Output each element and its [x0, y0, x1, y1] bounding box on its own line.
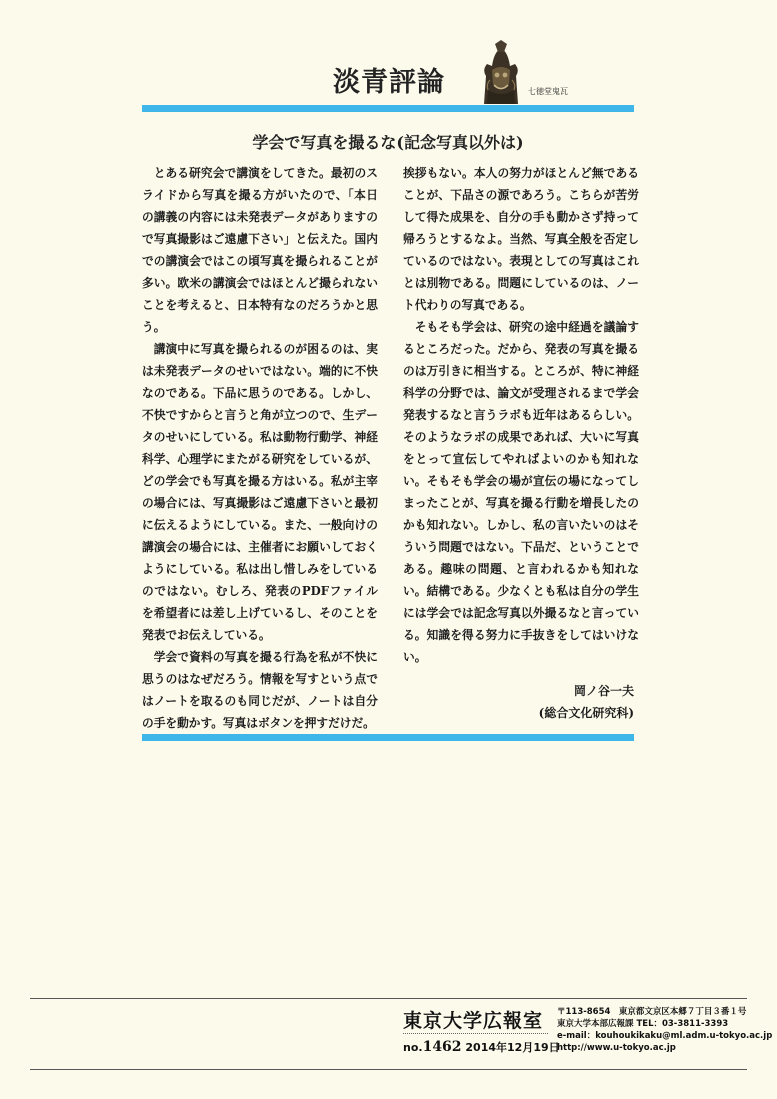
issue-prefix: no. [403, 1041, 423, 1054]
bottom-accent-bar [142, 734, 634, 741]
issue-number: 1462 [422, 1039, 462, 1055]
website-link[interactable]: http://www.u-tokyo.ac.jp [557, 1043, 676, 1053]
footer-rule-top [30, 998, 747, 999]
top-accent-bar [142, 105, 634, 112]
paragraph: 学会で資料の写真を撮る行為を私が不快に思うのはなぜだろう。情報を写すという点ではノートを取るのも同じだが、ノートは自分の手を動かす。写真はボタンを押すだけだ。 [142, 650, 378, 730]
footer-dotted-divider [403, 1033, 548, 1034]
author-name: 岡ノ谷一夫 [573, 684, 634, 698]
issue-date: 2014年12月19日 [465, 1041, 560, 1054]
contact-block [557, 1006, 772, 1054]
ornament-caption: 七徳堂鬼瓦 [528, 87, 568, 96]
article-column-right [403, 162, 639, 668]
column-title: 淡青評論 [333, 67, 445, 98]
department-phone: 東京大学本部広報課 TEL：03-3811-3393 [557, 1019, 729, 1029]
email-address[interactable]: e-mail：kouhoukikaku@ml.adm.u-tokyo.ac.jp [557, 1031, 773, 1041]
article-column-left [142, 162, 378, 734]
publisher-name: 東京大学広報室 [403, 1010, 544, 1032]
postal-address: 〒113-8654 東京都文京区本郷７丁目３番１号 [557, 1007, 747, 1017]
onigawara-ornament-image [470, 40, 532, 106]
paragraph: 講演中に写真を撮られるのが困るのは、実は未発表データのせいではない。端的に不快なのである。下品に思うのである。しかし、不快ですからと言うと角が立つので、生データのせいにしている。私は動物行動学、神経科学、心理学にまたがる研究をしているが、どの学会でも写真を撮る方はいる。私が主宰の場合には、写真撮影はご遠慮下さいと最初に伝えるようにしている。また、一般向けの講演会の場合には、主催者にお願いしておくようにしている。私は出し惜しみをしているのではない。むしろ、発表のPDFファイルを希望者には差し上げているし、そのことを発表でお伝えしている。 [142, 342, 378, 642]
paragraph: とある研究会で講演をしてきた。最初のスライドから写真を撮る方がいたので、「本日の講義の内容には未発表データがありますので写真撮影はご遠慮下さい」と伝えた。国内での講演会ではこの頃写真を撮られることが多い。欧米の講演会ではほとんど撮られないことを考えると、日本特有なのだろうかと思う。 [142, 166, 378, 334]
footer-rule-bottom [30, 1069, 747, 1070]
paragraph: そもそも学会は、研究の途中経過を議論するところだった。だから、発表の写真を撮るのは万引きに相当する。ところが、特に神経科学の分野では、論文が受理されるまで学会発表するなと言うラボも近年はあるらしい。そのようなラボの成果であれば、大いに写真をとって宣伝してやればよいのかも知れない。そもそも学会の場が宣伝の場になってしまったことが、写真を撮る行動を増長したのかも知れない。しかし、私の言いたいのはそういう問題ではない。下品だ、ということである。趣味の問題、と言われるかも知れない。結構である。少なくとも私は自分の学生には学会では記念写真以外撮るなと言っている。知識を得る努力に手抜きをしてはいけない。 [403, 320, 639, 664]
paragraph: 挨拶もない。本人の努力がほとんど無であることが、下品さの源であろう。こちらが苦労して得た成果を、自分の手も動かさず持って帰ろうとするなよ。当然、写真全般を否定しているのではない。表現としての写真はこれとは別物である。問題にしているのは、ノート代わりの写真である。 [403, 166, 639, 312]
issue-info [403, 1039, 560, 1055]
article-title: 学会で写真を撮るな(記念写真以外は) [252, 133, 524, 152]
author-affiliation: (総合文化研究科) [538, 706, 634, 720]
